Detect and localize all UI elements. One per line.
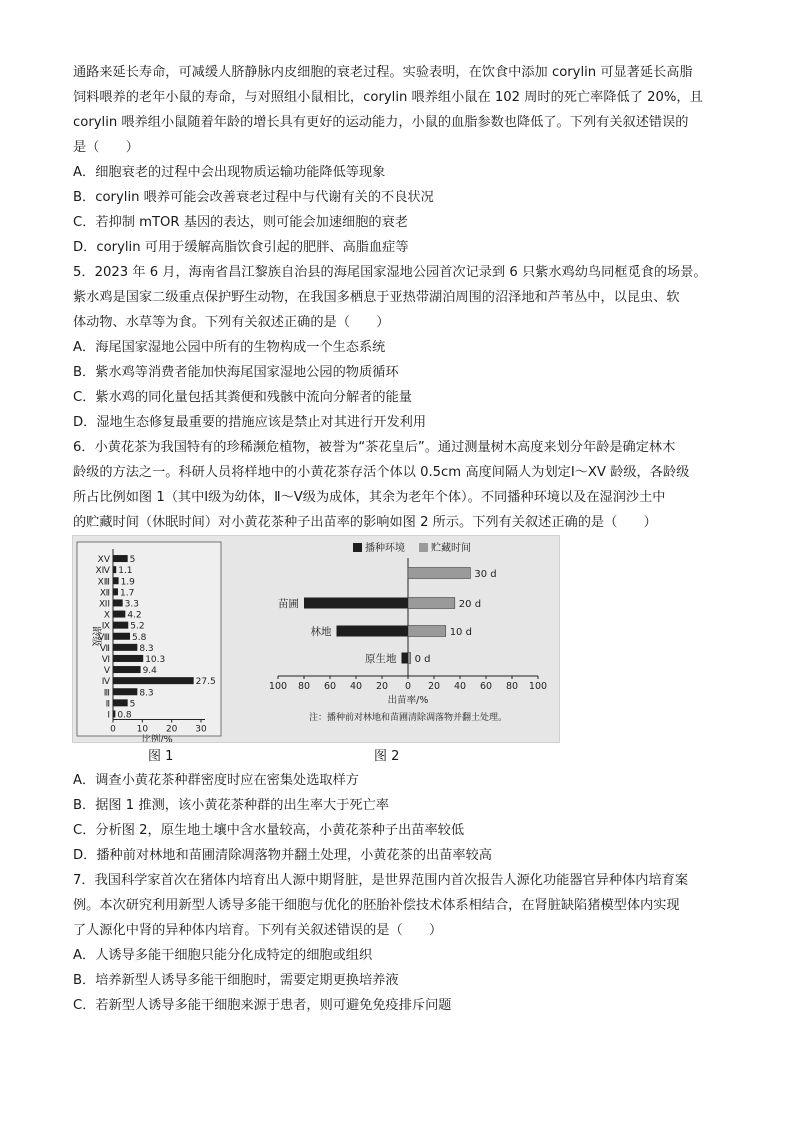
chart1-bar — [113, 666, 141, 673]
chart1-x-tick-label: 0 — [110, 724, 116, 735]
text-line: 通路来延长寿命，可减缓人脐静脉内皮细胞的衰老过程。实验表明，在饮食中添加 corylin 可显著延长高脂 — [73, 65, 693, 80]
chart2-left-category-label: 原生地 — [365, 653, 397, 665]
chart2-x-tick-label: 100 — [528, 681, 548, 692]
chart1-value-label: 4.2 — [127, 610, 142, 621]
option-b: B．corylin 喂养可能会改善衰老过程中与代谢有关的不良状况 — [73, 190, 434, 205]
chart1-bar — [113, 655, 143, 662]
chart1-bar — [113, 644, 137, 651]
chart1-bar — [113, 588, 118, 595]
text-line: 紫水鸡是国家二级重点保护野生动物，在我国多栖息于亚热带湖泊周围的沼泽地和芦苇丛中，以昆虫、软 — [73, 290, 680, 305]
text-line: corylin 喂养组小鼠随着年龄的增长具有更好的运动能力，小鼠的血脂参数也降低了。下列有关叙述错误的 — [73, 115, 689, 130]
chart1-category-label: Ⅶ — [99, 643, 110, 654]
chart1-value-label: 5 — [129, 555, 136, 566]
chart2-right-bar-label: 30 d — [474, 569, 497, 580]
question-7: 7．我国科学家首次在猪体内培育出人源中期肾脏，是世界范围内首次报告人源化功能器官异种体内培育案 — [73, 873, 689, 888]
option-b: B．据图 1 推测，该小黄花茶种群的出生率大于死亡率 — [73, 798, 389, 813]
chart2-left-bar — [337, 626, 409, 637]
text-line: 所占比例如图 1（其中Ⅰ级为幼体，Ⅱ～Ⅴ级为成体，其余为老年个体）。不同播种环境以及在湿润沙土中 — [73, 490, 666, 505]
chart1-category-label: Ⅷ — [98, 632, 110, 643]
chart2-right-bar — [408, 653, 411, 664]
chart1-value-label: 3.3 — [124, 599, 140, 610]
chart1-bar — [113, 699, 128, 706]
option-d: D．corylin 可用于缓解高脂饮食引起的肥胖、高脂血症等 — [73, 240, 409, 255]
chart1-bar — [113, 599, 123, 606]
chart1-value-label: 1.9 — [120, 577, 135, 588]
chart2-x-tick-label: 100 — [268, 681, 288, 692]
chart2-right-bar — [408, 568, 470, 579]
chart2-right-bar-label: 10 d — [449, 627, 472, 638]
figure-1-caption: 图 1 — [148, 749, 174, 764]
figure-2-caption: 图 2 — [374, 749, 400, 764]
chart1-value-label: 1.1 — [118, 566, 133, 577]
text-line: 饲料喂养的老年小鼠的寿命，与对照组小鼠相比，corylin 喂养组小鼠在 102 周时的死亡率降低了 20%，且 — [73, 90, 703, 105]
option-b: B．培养新型人诱导多能干细胞时，需要定期更换培养液 — [73, 973, 399, 988]
chart1-category-label: ⅩⅤ — [97, 555, 110, 566]
text-line: 的贮藏时间（休眠时间）对小黄花茶种子出苗率的影响如图 2 所示。下列有关叙述正确的是（ ） — [73, 515, 657, 530]
chart1-value-label: 27.5 — [195, 677, 216, 688]
option-c: C．紫水鸡的同化量包括其粪便和残骸中流向分解者的能量 — [73, 390, 412, 405]
chart1-value-label: 1.7 — [119, 588, 135, 599]
chart2-right-bar — [408, 598, 455, 609]
figure-svg — [73, 536, 559, 742]
chart1-category-label: Ⅹ — [103, 610, 110, 621]
chart1-bar — [113, 611, 125, 618]
option-d: D．湿地生态修复最重要的措施应该是禁止对其进行开发利用 — [73, 415, 427, 430]
text-line: 例。本次研究利用新型人诱导多能干细胞与优化的胚胎补偿技术体系相结合，在肾脏缺陷猪模型体内实现 — [73, 898, 680, 913]
chart1-category-label: ⅪI — [98, 599, 110, 610]
text-line: 是（ ） — [73, 140, 139, 155]
chart1-bar — [113, 622, 128, 629]
chart1-value-label: 5.8 — [132, 632, 147, 643]
chart2-legend-swatch-left — [353, 543, 362, 552]
chart1-category-label: Ⅻ — [99, 588, 110, 599]
chart2-left-category-label: 苗圃 — [278, 598, 299, 610]
chart1-value-label: 8.3 — [139, 688, 154, 699]
chart1-category-label: ⅩⅣ — [95, 566, 110, 577]
chart2-legend-label-left: 播种环境 — [365, 543, 405, 554]
chart1-category-label: Ⅲ — [103, 688, 110, 699]
chart1-x-tick-label: 30 — [195, 724, 207, 735]
chart1-bar — [113, 555, 128, 562]
chart1-bar — [113, 577, 119, 584]
option-c: C．若抑制 mTOR 基因的表达，则可能会加速细胞的衰老 — [73, 215, 408, 230]
question-6: 6．小黄花茶为我国特有的珍稀濒危植物，被誉为“茶花皇后”。通过测量树木高度来划分年龄是确定林木 — [73, 440, 676, 455]
option-a: A．调查小黄花茶种群密度时应在密集处选取样方 — [73, 773, 359, 788]
chart2-x-tick-label: 60 — [479, 681, 493, 692]
chart2-x-tick-label: 60 — [323, 681, 337, 692]
chart2-left-category-label: 林地 — [310, 626, 332, 638]
figure-panel — [72, 535, 560, 743]
chart1-category-label: Ⅳ — [101, 677, 110, 688]
chart2-x-tick-label: 80 — [505, 681, 519, 692]
chart1-x-tick-label: 20 — [165, 724, 178, 735]
chart1-x-tick-label: 10 — [136, 724, 149, 735]
text-line: 体动物、水草等为食。下列有关叙述正确的是（ ） — [73, 315, 390, 330]
chart1-category-label: Ⅰ — [107, 710, 110, 721]
chart1-value-label: 5 — [129, 699, 136, 710]
chart2-x-tick-label: 40 — [453, 681, 467, 692]
chart2-x-tick-label: 80 — [297, 681, 311, 692]
option-b: B．紫水鸡等消费者能加快海尾国家湿地公园的物质循环 — [73, 365, 399, 380]
chart1-category-label: ⅩⅢ — [97, 577, 110, 588]
chart1-bar — [113, 688, 137, 695]
chart2-right-bar — [408, 626, 446, 637]
option-c: C．若新型人诱导多能干细胞来源于患者，则可避免免疫排斥问题 — [73, 998, 452, 1013]
option-d: D．播种前对林地和苗圃清除凋落物并翻土处理，小黄花茶的出苗率较高 — [73, 848, 492, 863]
chart2-x-axis-label: 出苗率/% — [387, 695, 429, 706]
chart1-bar — [113, 677, 194, 684]
text-line: 了人源化中肾的异种体内培育。下列有关叙述错误的是（ ） — [73, 923, 443, 938]
chart2-note: 注：播种前对林地和苗圃清除凋落物并翻土处理。 — [308, 713, 508, 723]
chart1-bar — [113, 633, 130, 640]
chart2-right-bar-label: 20 d — [458, 599, 482, 610]
chart1-category-label: Ⅸ — [101, 621, 110, 632]
chart2-x-tick-label: 0 — [404, 681, 412, 692]
chart2-x-tick-label: 20 — [375, 681, 389, 692]
chart2-x-tick-label: 40 — [349, 681, 363, 692]
chart2-x-tick-label: 20 — [427, 681, 441, 692]
chart1-value-label: 8.3 — [139, 643, 154, 654]
chart2-legend-swatch-right — [419, 543, 428, 552]
chart2-left-bar — [304, 598, 408, 609]
chart1-value-label: 5.2 — [130, 621, 145, 632]
chart1-value-label: 9.4 — [142, 666, 157, 677]
chart2-legend-label-right: 贮藏时间 — [431, 543, 471, 554]
text-line: 龄级的方法之一。科研人员将样地中的小黄花茶存活个体以 0.5cm 高度间隔人为划定Ⅰ～XV 龄级，各龄级 — [73, 465, 690, 480]
chart1-y-axis-label: 龄级 — [90, 626, 101, 647]
chart1-bar — [113, 710, 115, 717]
option-a: A．细胞衰老的过程中会出现物质运输功能降低等现象 — [73, 165, 386, 180]
chart1-x-axis-label: 比例/% — [141, 734, 173, 742]
option-a: A．人诱导多能干细胞只能分化成特定的细胞或组织 — [73, 948, 373, 963]
chart1-category-label: Ⅵ — [101, 654, 110, 665]
chart1-value-label: 0.8 — [117, 710, 132, 721]
chart1-bar — [113, 566, 116, 573]
chart1-category-label: Ⅱ — [105, 699, 110, 710]
question-5: 5．2023 年 6 月，海南省昌江黎族自治县的海尾国家湿地公园首次记录到 6 只紫水鸡幼鸟同框觅食的场景。 — [73, 265, 707, 280]
chart2-right-bar-label: 0 d — [414, 654, 431, 665]
chart2-left-bar — [402, 653, 409, 664]
chart1-value-label: 10.3 — [145, 654, 166, 665]
option-a: A．海尾国家湿地公园中所有的生物构成一个生态系统 — [73, 340, 386, 355]
chart1-category-label: Ⅴ — [103, 666, 110, 677]
option-c: C．分析图 2，原生地土壤中含水量较高，小黄花茶种子出苗率较低 — [73, 823, 465, 838]
